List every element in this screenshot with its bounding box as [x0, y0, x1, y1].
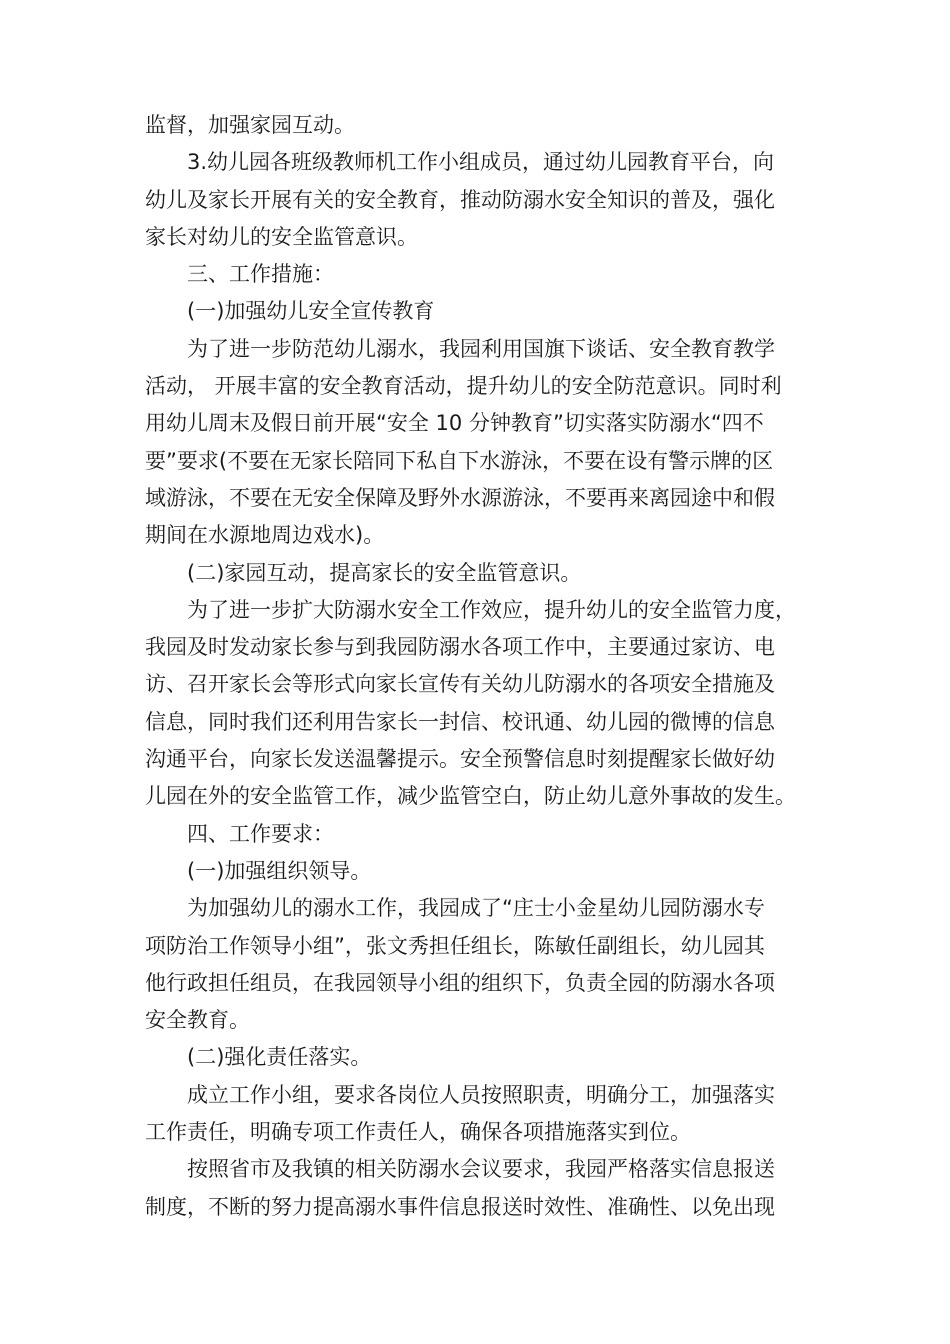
- subsection-heading: (一)加强组织领导。: [187, 858, 372, 883]
- text-line: 用幼儿周末及假日前开展“安全 10 分钟教育”切实落实防溺水“四不: [145, 411, 764, 436]
- text-line: 3.幼儿园各班级教师机工作小组成员，通过幼儿园教育平台，向: [187, 150, 775, 175]
- text-line: 期间在水源地周边戏水)。: [145, 523, 385, 548]
- text-line: 安全教育。: [145, 1008, 250, 1033]
- text-line: 访、召开家长会等形式向家长宣传有关幼儿防溺水的各项安全措施及: [145, 672, 775, 697]
- text-line: 成立工作小组，要求各岗位人员按照职责，明确分工，加强落实: [187, 1082, 775, 1107]
- text-line: 家长对幼儿的安全监管意识。: [145, 224, 418, 249]
- text-line: 我园及时发动家长参与到我园防溺水各项工作中，主要通过家访、电: [145, 635, 775, 660]
- text-line: 为了进一步防范幼儿溺水，我园利用国旗下谈话、安全教育教学: [187, 336, 775, 361]
- text-line: 儿园在外的安全监管工作，减少监管空白，防止幼儿意外事故的发生。: [145, 784, 796, 809]
- subsection-heading: (二)家园互动，提高家长的安全监管意识。: [187, 560, 582, 585]
- text-line: 信息，同时我们还利用告家长一封信、校讯通、幼儿园的微博的信息: [145, 709, 775, 734]
- text-line: 为了进一步扩大防溺水安全工作效应，提升幼儿的安全监管力度，: [187, 597, 796, 622]
- text-line: 为加强幼儿的溺水工作，我园成了“庄士小金星幼儿园防溺水专: [187, 896, 765, 921]
- section-heading: 三、工作措施：: [187, 262, 334, 287]
- text-line: 按照省市及我镇的相关防溺水会议要求，我园严格落实信息报送: [187, 1157, 775, 1182]
- text-line: 工作责任，明确专项工作责任人，确保各项措施落实到位。: [145, 1120, 691, 1145]
- section-heading: 四、工作要求：: [187, 821, 334, 846]
- document-body: [145, 107, 825, 1226]
- text-line: 要”要求(不要在无家长陪同下私自下水游泳，不要在设有警示牌的区: [145, 448, 774, 473]
- text-line: 监督，加强家园互动。: [145, 113, 355, 137]
- text-line: 沟通平台，向家长发送温馨提示。安全预警信息时刻提醒家长做好幼: [145, 747, 775, 772]
- subsection-heading: (二)强化责任落实。: [187, 1045, 372, 1070]
- text-line: 活动， 开展丰富的安全教育活动，提升幼儿的安全防范意识。同时利: [145, 374, 782, 399]
- text-line: 域游泳，不要在无安全保障及野外水源游泳，不要再来离园途中和假: [145, 485, 775, 510]
- text-line: 项防治工作领导小组”，张文秀担任组长，陈敏任副组长，幼儿园其: [145, 933, 765, 958]
- text-line: 他行政担任组员，在我园领导小组的组织下，负责全园的防溺水各项: [145, 970, 775, 995]
- text-line: 幼儿及家长开展有关的安全教育，推动防溺水安全知识的普及，强化: [145, 187, 775, 212]
- text-line: 制度，不断的努力提高溺水事件信息报送时效性、准确性、以免出现: [145, 1194, 775, 1219]
- subsection-heading: (一)加强幼儿安全宣传教育: [187, 299, 435, 324]
